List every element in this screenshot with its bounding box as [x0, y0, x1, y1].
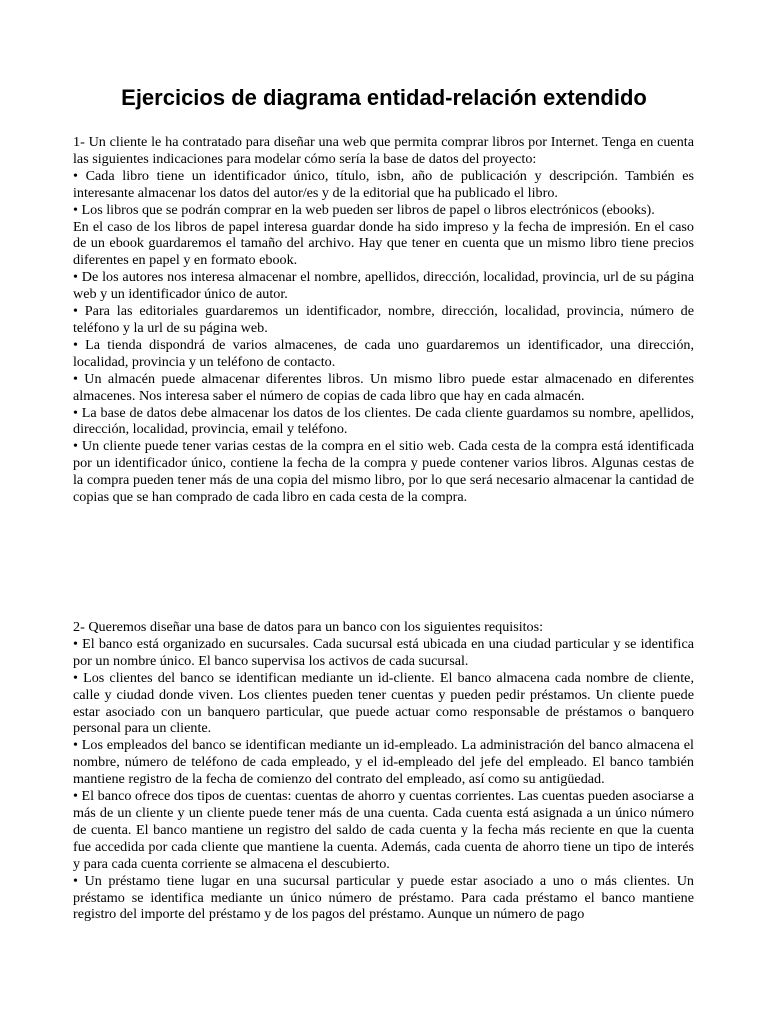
paragraph: • Un almacén puede almacenar diferentes libros. Un mismo libro puede estar almacenado en diferentes almacenes. Nos interesa saber el número de copias de cada libro que hay en cada almacén. — [73, 370, 694, 404]
paragraph: • La base de datos debe almacenar los datos de los clientes. De cada cliente guardamos su nombre, apellidos, dirección, localidad, provincia, email y teléfono. — [73, 404, 694, 438]
paragraph: • La tienda dispondrá de varios almacenes, de cada uno guardaremos un identificador, una dirección, localidad, provincia y un teléfono de contacto. — [73, 336, 694, 370]
paragraph: En el caso de los libros de papel interesa guardar donde ha sido impreso y la fecha de impresión. En el caso de un ebook guardaremos el tamaño del archivo. Hay que tener en cuenta que un mismo libro tiene precios diferentes en papel y en formato ebook. — [73, 218, 694, 269]
paragraph: 2- Queremos diseñar una base de datos para un banco con los siguientes requisitos: — [73, 619, 544, 635]
exercise-1-section — [73, 134, 694, 506]
paragraph: • Un cliente puede tener varias cestas de la compra en el sitio web. Cada cesta de la compra está identificada por un identificador único, contiene la fecha de la compra y puede contener varios libros. Algunas cestas de la compra pueden tener más de una copia del mismo libro, por lo que será necesario almacenar la cantidad de copias que se han comprado de cada libro en cada cesta de la compra. — [73, 438, 694, 506]
paragraph: • Los libros que se podrán comprar en la web pueden ser libros de papel o libros electrónicos (ebooks). — [73, 201, 655, 218]
paragraph: 1- Un cliente le ha contratado para diseñar una web que permita comprar libros por Internet. Tenga en cuenta las siguientes indicaciones para modelar cómo sería la base de datos del proyecto: — [73, 134, 694, 167]
paragraph: • Los clientes del banco se identifican mediante un id-cliente. El banco almacena cada nombre de cliente, calle y ciudad donde viven. Los clientes pueden tener cuentas y pueden pedir préstamos. Un cliente puede estar asociado con un banquero particular, que puede actuar como responsable de préstamos o banquero personal para un cliente. — [73, 669, 694, 737]
paragraph: • Los empleados del banco se identifican mediante un id-empleado. La administración del banco almacena el nombre, número de teléfono de cada empleado, y el id-empleado del jefe del empleado. El banco también mantiene registro de la fecha de comienzo del contrato del empleado, así como su antigüedad. — [73, 737, 694, 788]
document-title: Ejercicios de diagrama entidad-relación extendido — [121, 85, 647, 110]
paragraph: • Un préstamo tiene lugar en una sucursal particular y puede estar asociado a uno o más clientes. Un préstamo se identifica mediante un único número de préstamo. Para cada préstamo el banco mantiene registro del importe del préstamo y de los pagos del préstamo. Aunque un número de pago — [73, 872, 694, 923]
paragraph: • El banco está organizado en sucursales. Cada sucursal está ubicada en una ciudad particular y se identifica por un nombre único. El banco supervisa los activos de cada sucursal. — [73, 635, 694, 669]
paragraph: • De los autores nos interesa almacenar el nombre, apellidos, dirección, localidad, provincia, url de su página web y un identificador único de autor. — [73, 269, 694, 303]
paragraph: • Cada libro tiene un identificador único, título, isbn, año de publicación y descripción. También es interesante almacenar los datos del autor/es y de la editorial que ha publicado el libro. — [73, 167, 694, 201]
paragraph: • Para las editoriales guardaremos un identificador, nombre, dirección, localidad, provincia, número de teléfono y la url de su página web. — [73, 303, 694, 336]
exercise-2-section — [73, 619, 694, 923]
paragraph: • El banco ofrece dos tipos de cuentas: cuentas de ahorro y cuentas corrientes. Las cuentas pueden asociarse a más de un cliente y un cliente puede tener más de una cuenta. Cada cuenta está asignada a un único número de cuenta. El banco mantiene un registro del saldo de cada cuenta y la fecha más reciente en que la cuenta fue accedida por cada cliente que mantiene la cuenta. Además, cada cuenta de ahorro tiene un tipo de interés y para cada cuenta corriente se almacena el descubierto. — [73, 788, 694, 872]
